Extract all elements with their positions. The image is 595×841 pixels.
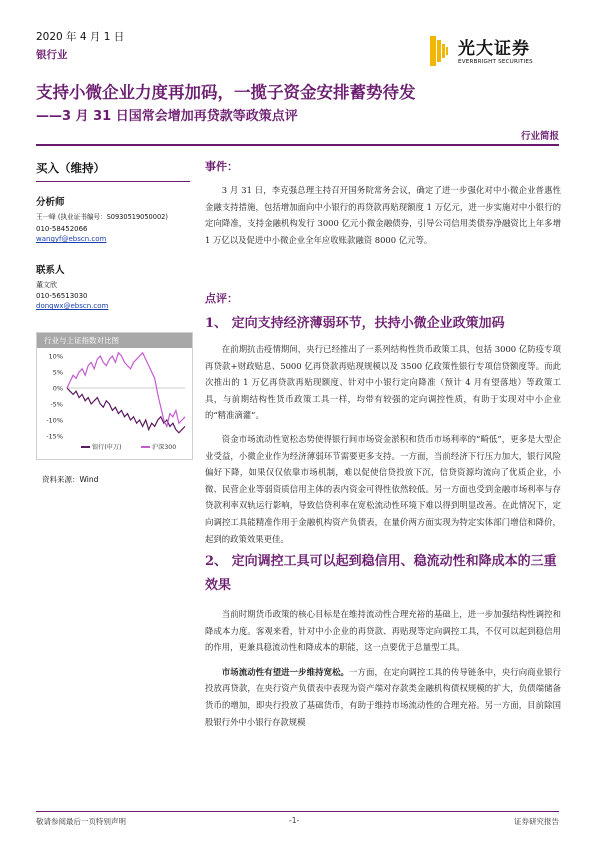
- chart-source: 资料来源：Wind: [42, 475, 99, 484]
- y-tick-label: 0%: [52, 384, 63, 393]
- analyst-phone: 010-58452066: [36, 225, 88, 233]
- report-title: 支持小微企业力度再加码，一揽子资金安排蓄势待发: [36, 83, 416, 102]
- report-type: 行业简报: [520, 131, 559, 142]
- everbright-emblem-icon: [428, 34, 452, 68]
- analyst-line: 王一峰 (执业证书编号：S0930519050002): [36, 213, 168, 221]
- y-tick-label: -5%: [50, 400, 63, 409]
- legend-label: 银行(申万): [92, 444, 122, 451]
- section-2-paragraph-1: 当前时期货币政策的核心目标是在维持流动性合理充裕的基础上，进一步加强结构性调控和降成本力度。客观来看，针对中小企业的再贷款、再贴现等定向调控工具，不仅可以起到稳信用的作用，更兼具稳流动性和降成本的职能，这一点要优于总量型工具。: [205, 609, 561, 653]
- analyst-heading: 分析师: [36, 197, 65, 208]
- section-1: [205, 312, 561, 547]
- company-logo: [428, 34, 558, 76]
- contact-email-link[interactable]: dongwx@ebscn.com: [36, 302, 109, 310]
- logo-chinese-name: 光大证券: [458, 39, 530, 59]
- industry-label: 银行业: [36, 49, 68, 61]
- section-1-heading: 1、 定向支持经济薄弱环节，扶持小微企业政策加码: [205, 316, 505, 331]
- page-number: -1-: [289, 816, 300, 825]
- y-tick-label: -15%: [46, 432, 63, 441]
- contact-phone: 010-56513030: [36, 292, 88, 300]
- y-tick-label: -10%: [46, 416, 63, 425]
- section-2-bold-lead: 市场流动性有望进一步维持宽松。: [221, 666, 350, 677]
- report-subtitle: ——3 月 31 日国常会增加再贷款等政策点评: [36, 109, 298, 124]
- contact-name: 董文欣: [36, 281, 57, 289]
- section-2: [205, 550, 561, 730]
- report-date: 2020 年 4 月 1 日: [36, 31, 125, 43]
- footer-divider: [36, 811, 559, 812]
- chart-plot: [37, 348, 192, 459]
- rating-divider: [36, 181, 190, 182]
- y-tick-label: 10%: [48, 352, 63, 361]
- analyst-email-link[interactable]: wangyf@ebscn.com: [36, 235, 107, 243]
- footer-report-label: 证券研究报告: [514, 817, 559, 826]
- event-paragraph: 3 月 31 日，李克强总理主持召开国务院常务会议，确定了进一步强化对中小微企业普惠性金融支持措施，包括增加面向中小银行的再贷款再贴现额度 1 万亿元，进一步实施对中小银行的定向降准，支持金融机构发行 3000 亿元小微金融债券，引导公司信用类债券净融资比上年多增 1 万亿以及促进中小微企业全年应收账款融资 8000 亿元等。: [205, 185, 561, 245]
- header-divider: [36, 144, 559, 146]
- chart-title: 行业与上证指数对比图: [37, 333, 192, 348]
- section-1-paragraph-1: 在前期抗击疫情期间，央行已经推出了一系列结构性货币政策工具，包括 3000 亿防疫专项再贷款+财政贴息、5000 亿再贷款再贴现规模以及 3500 亿政策性银行专项信贷额度等。而此次推出的 1 万亿再贷款再贴现额度、针对中小银行定向降准（预计 4 月有望落地）等政策工具，与前期结构性货币政策工具一样，均带有较强的定向调控性质，有助于实现对中小企业的“精准滴灌”。: [205, 344, 561, 421]
- section-1-paragraph-2: 资金市场流动性宽松态势使得银行间市场资金淤积和货币市场利率的“畸低”，更多是大型企业受益，小微企业作为经济薄弱环节需要更多支持。一方面，当前经济下行压力加大，银行风险偏好下降，如果仅仅依靠市场机制，难以促使信贷投放下沉，信贷资源均流向了优质企业，小微、民营企业等弱资质信用主体的表内资金可得性依然较低。另一方面也受到金融市场利率与存贷款利率双轨运行影响，导致信贷利率在宽松流动性环境下难以得到明显改善。在此情况下，定向调控工具能精准作用于金融机构资产负债表，在量价两方面实现为特定实体部门增信和降价，起到的政策效果更佳。: [205, 433, 561, 544]
- legend-label: 沪深300: [152, 444, 177, 451]
- y-tick-label: 5%: [52, 368, 63, 377]
- comment-heading: 点评：: [205, 292, 238, 305]
- rating: 买入（维持）: [36, 161, 105, 175]
- contact-heading: 联系人: [36, 265, 65, 276]
- industry-vs-index-chart: [36, 332, 193, 460]
- section-2-heading: 2、 定向调控工具可以起到稳信用、稳流动性和降成本的三重效果: [205, 554, 557, 593]
- section-2-paragraph-2-text: 一方面，在定向调控工具的传导链条中，央行向商业银行投放再贷款，在央行资产负债表中表现为资产端对存款类金融机构债权规模的扩大，负债端储备货币的增加，即央行投放了基础货币，有助于维持市场流动性的合理充裕。另一方面，目前除国股银行外中小银行存款规模: [205, 666, 562, 727]
- footer-disclaimer: 敬请参阅最后一页特别声明: [36, 817, 126, 826]
- event-heading: 事件：: [205, 160, 238, 173]
- logo-english-name: EVERBRIGHT SECURITIES: [458, 59, 533, 65]
- section-2-paragraph-2: [205, 664, 561, 730]
- event-section: [205, 182, 561, 248]
